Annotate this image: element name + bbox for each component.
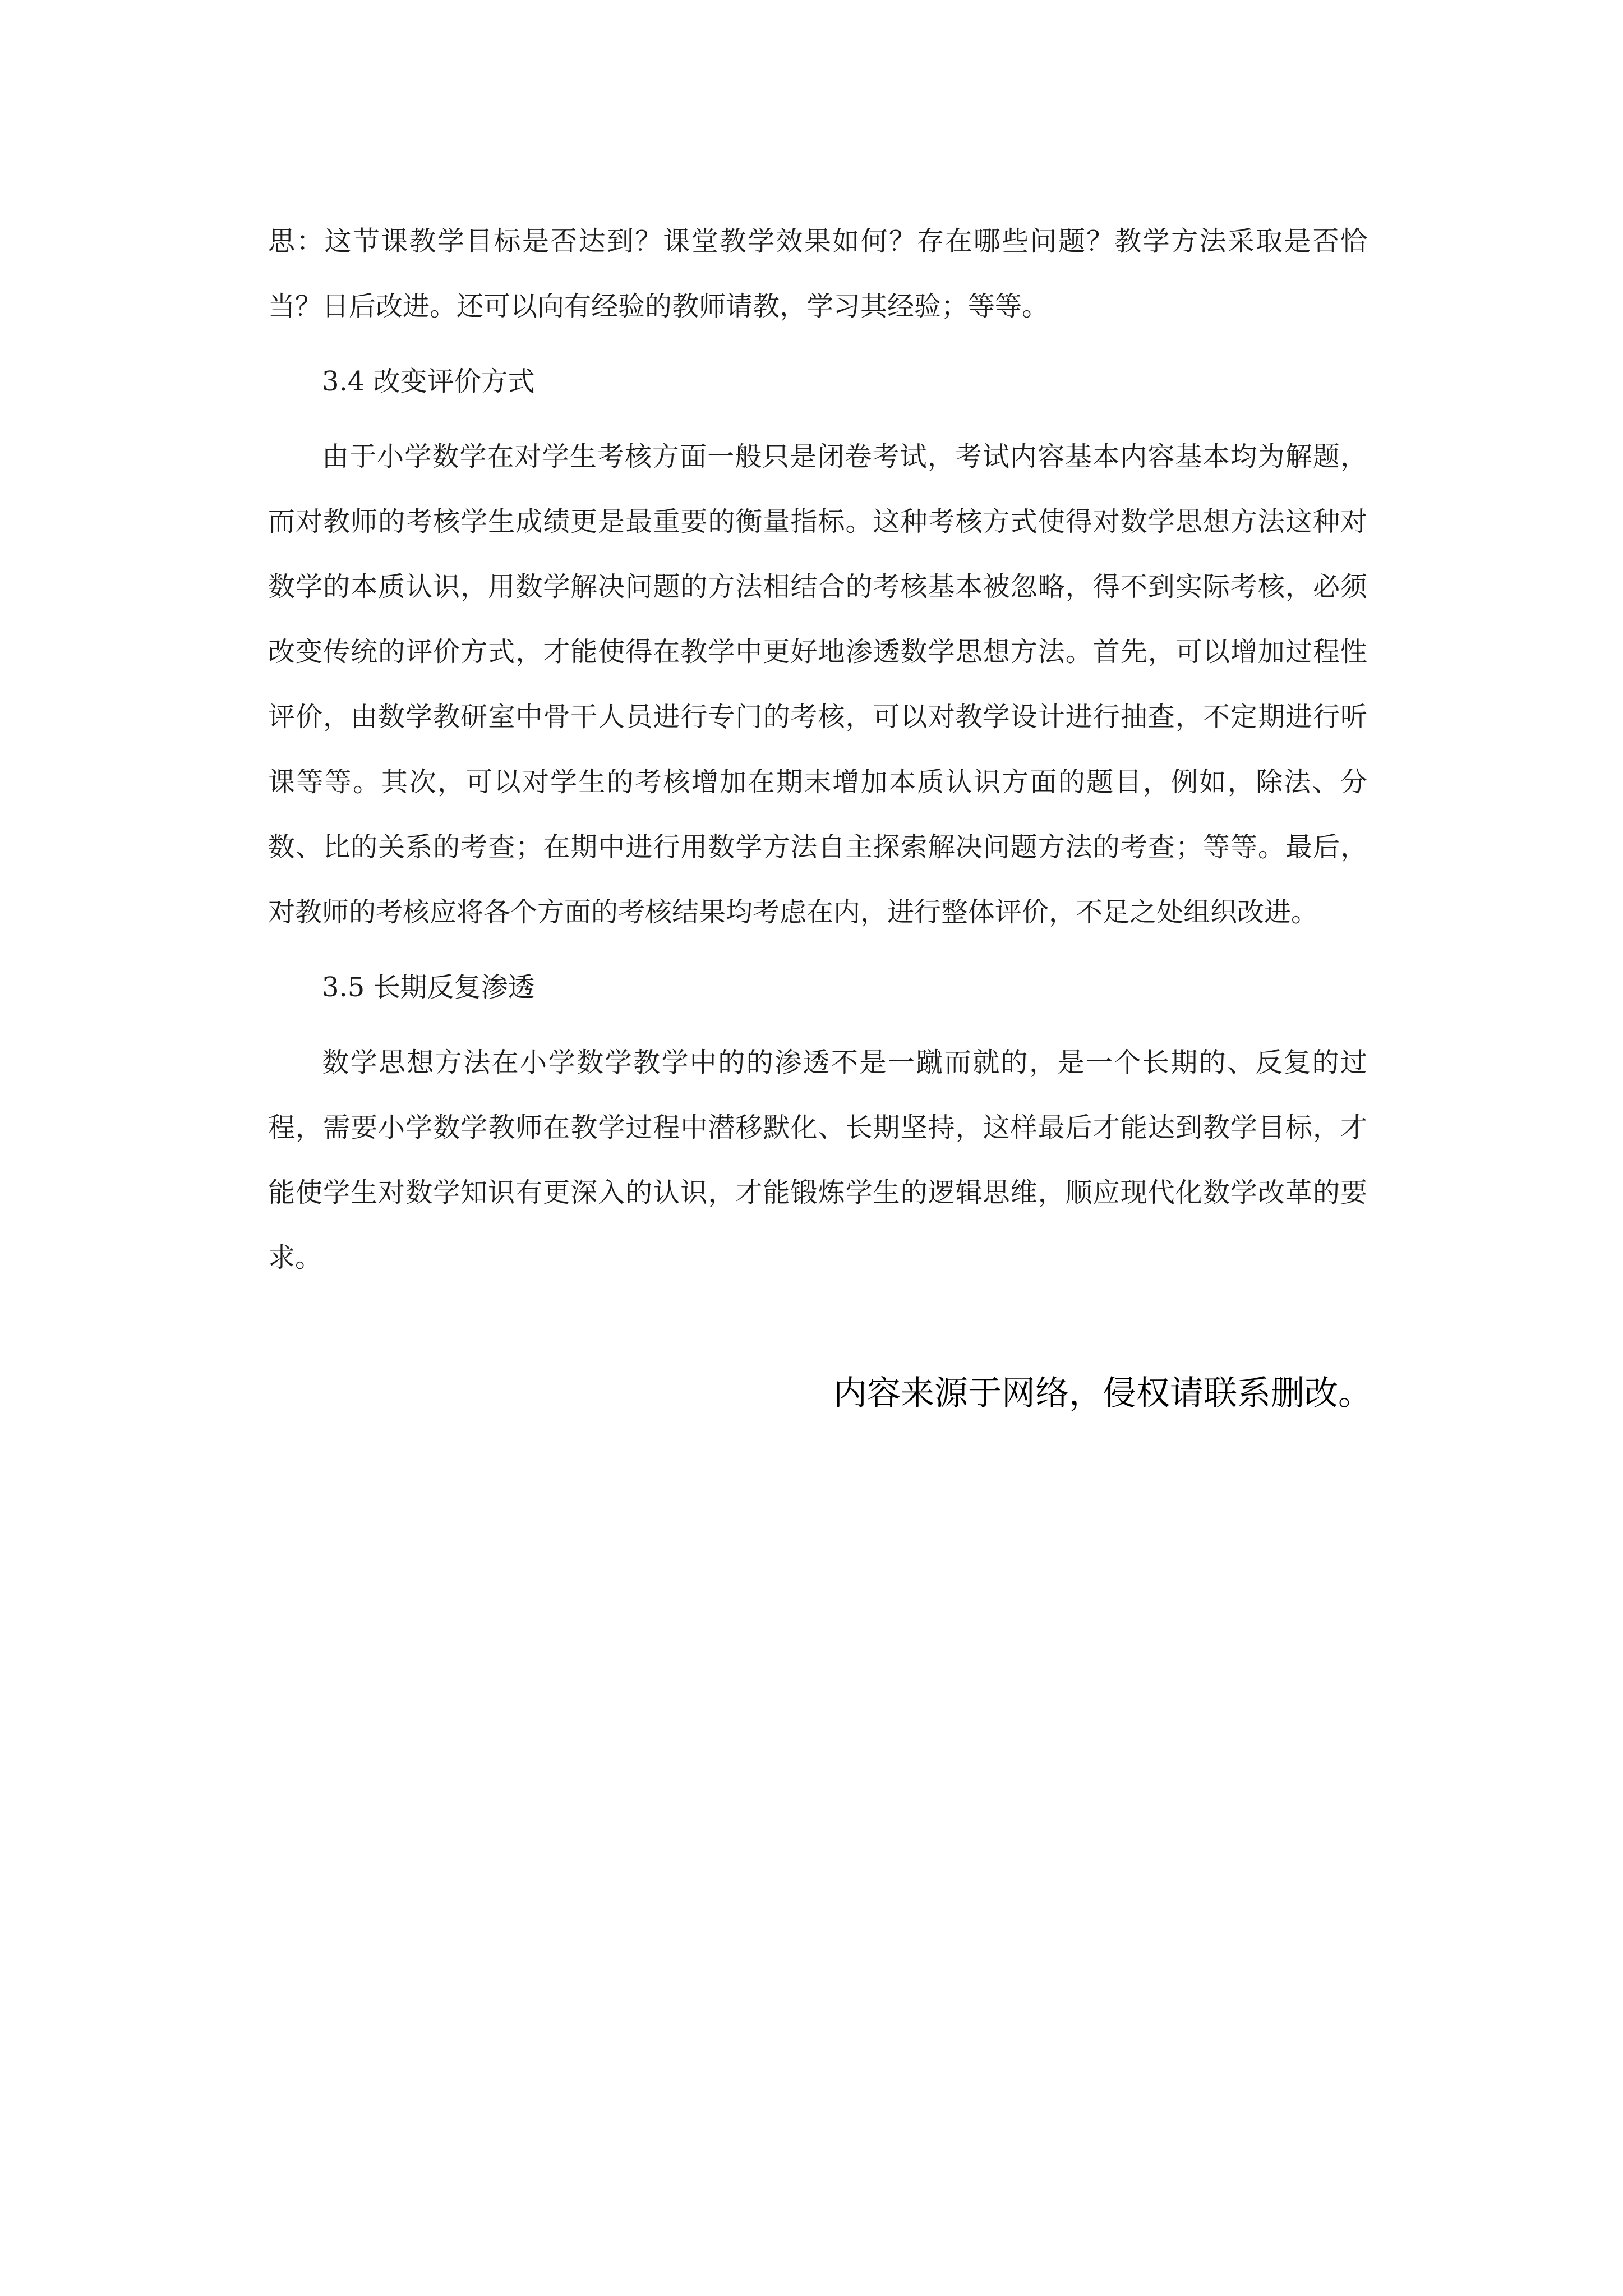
section-heading-3-4: 3.4 改变评价方式	[322, 366, 535, 397]
copyright-notice: 内容来源于网络，侵权请联系删改。	[833, 1374, 1372, 1413]
paragraph-section-3-4: 由于小学数学在对学生考核方面一般只是闭卷考试，考试内容基本内容基本均为解题，而对教师的考核学生成绩更是最重要的衡量指标。这种考核方式使得对数学思想方法这种对数学的本质认识，用数学解决问题的方法相结合的考核基本被忽略，得不到实际考核，必须改变传统的评价方式，才能使得在教学中更好地渗透数学思想方法。首先，可以增加过程性评价，由数学教研室中骨干人员进行专门的考核，可以对教学设计进行抽查，不定期进行听课等等。其次，可以对学生的考核增加在期末增加本质认识方面的题目，例如，除法、分数、比的关系的考查；在期中进行用数学方法自主探索解决问题方法的考查；等等。最后，对教师的考核应将各个方面的考核结果均考虑在内，进行整体评价，不足之处组织改进。	[268, 441, 1367, 928]
document-body	[268, 209, 1367, 1300]
section-heading-3-5: 3.5 长期反复渗透	[322, 972, 535, 1003]
paragraph-continuation: 思：这节课教学目标是否达到？课堂教学效果如何？存在哪些问题？教学方法采取是否恰当？日后改进。还可以向有经验的教师请教，学习其经验；等等。	[268, 226, 1367, 322]
paragraph-section-3-5: 数学思想方法在小学数学教学中的的渗透不是一蹴而就的，是一个长期的、反复的过程，需要小学数学教师在教学过程中潜移默化、长期坚持，这样最后才能达到教学目标，才能使学生对数学知识有更深入的认识，才能锻炼学生的逻辑思维，顺应现代化数学改革的要求。	[268, 1047, 1367, 1273]
